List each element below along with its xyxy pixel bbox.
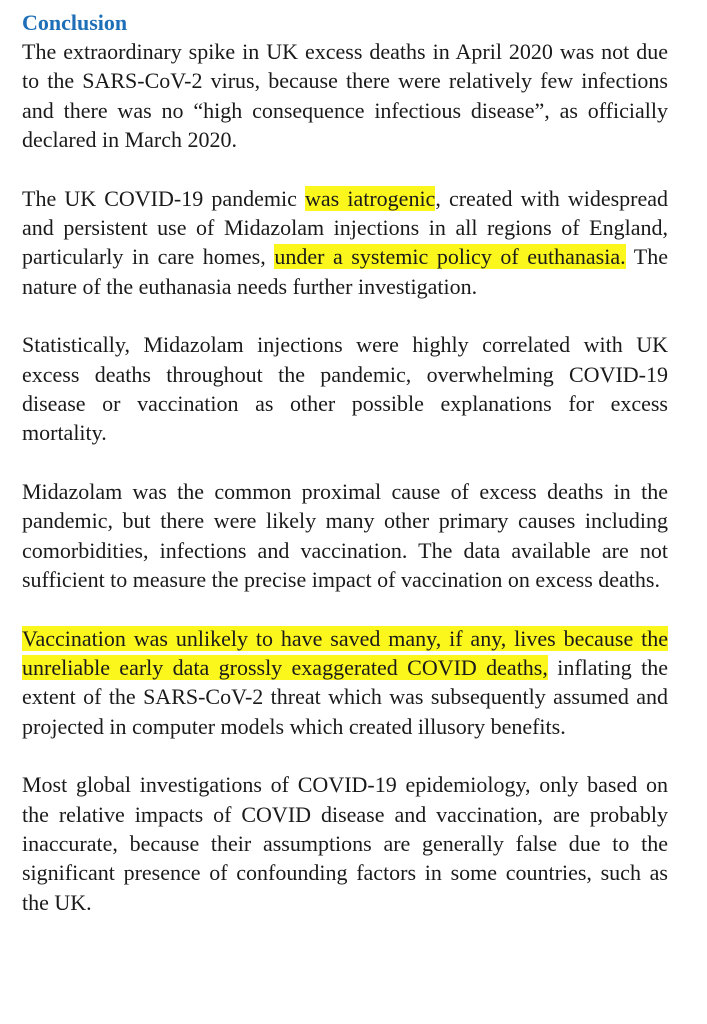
text-run: inflating the extent of the SARS-CoV-2 threat which was subsequently assumed and projected in computer models which created illusory benefits.: [22, 654, 668, 739]
text-run: Most global investigations of COVID-19 epidemiology, only based on the relative impacts of COVID disease and vaccination, are probably inaccurate, because their assumptions are generally false due to the significant presence of confounding factors in some countries, such as the UK.: [22, 772, 668, 915]
text-run: The UK COVID-19 pandemic: [22, 185, 306, 211]
paragraph: [22, 770, 668, 917]
highlighted-text: Vaccination was unlikely to have saved many, if any, lives because the unreliable early data grossly exaggerated COVID deaths,: [22, 625, 668, 680]
text-run: Midazolam was the common proximal cause of excess deaths in the pandemic, but there were likely many other primary causes including comorbidities, infections and vaccination. The data available are not sufficient to measure the precise impact of vaccination on excess deaths.: [22, 478, 668, 593]
paragraph-container: [22, 37, 668, 917]
highlighted-text: under a systemic policy of euthanasia.: [274, 244, 626, 270]
paragraph: [22, 37, 668, 155]
paragraph: [22, 184, 668, 302]
text-run: The nature of the euthanasia needs further investigation.: [22, 244, 668, 299]
paragraph: [22, 624, 668, 742]
text-run: Statistically, Midazolam injections were highly correlated with UK excess deaths throughout the pandemic, overwhelming COVID-19 disease or vaccination as other possible explanations for excess mortality.: [22, 332, 668, 446]
paragraph: [22, 330, 668, 448]
highlighted-text: was iatrogenic: [305, 185, 436, 211]
document-page: [22, 8, 668, 917]
paragraph: [22, 477, 668, 595]
text-run: , created with widespread and persistent use of Midazolam injections in all regions of England, particularly in care homes,: [22, 185, 669, 270]
section-heading: Conclusion: [22, 10, 128, 35]
text-run: The extraordinary spike in UK excess deaths in April 2020 was not due to the SARS-CoV-2 virus, because there were relatively few infections and there was no “high consequence infectious disease”, as officially declared in March 2020.: [22, 39, 668, 153]
